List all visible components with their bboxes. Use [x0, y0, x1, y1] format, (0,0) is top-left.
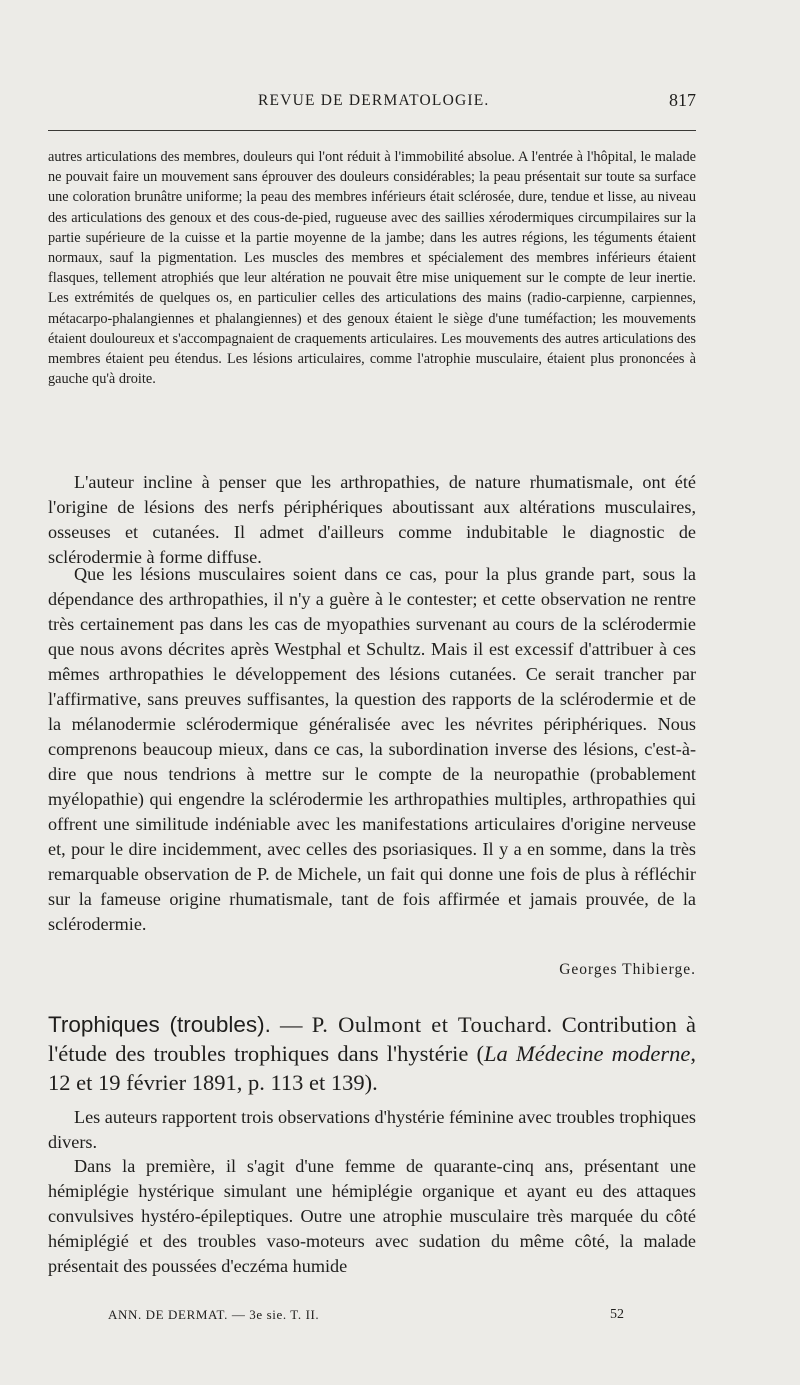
section-heading: Trophiques (troubles). — [48, 1012, 271, 1037]
article-authors: P. Oulmont et Touchard. — [311, 1012, 553, 1037]
commentary-paragraph-2: Que les lésions musculaires soient dans ce cas, pour la plus grande part, sous la dépendance des arthropathies, il n'y a guère à le contester; et cette observation ne rentre très certainement pas dans les cas de myopathies survenant au cours de la sclérodermie que nous avons décrites après Westphal et Schultz. Mais il est excessif d'attribuer à ces mêmes arthropathies le développement des lésions cutanées. Ce serait trancher par l'affirmative, sans preuves suffisantes, la question des rapports de la sclérodermie et de la mélanodermie sclérodermique généralisée avec les névrites périphériques. Nous comprenons beaucoup mieux, dans ce cas, la subordination inverse des lésions, c'est-à-dire que nous tendrions à mettre sur le compte de la neuropathie (probablement myélopathie) qui engendre la sclérodermie les arthropathies multiples, arthropathies qui offrent une similitude indéniable avec les manifestations articulaires d'origine nerveuse et, pour le dire incidemment, avec celles des psoriasiques. Il y a en somme, dans la très remarquable observation de P. de Michele, un fait qui donne une fois de plus à réfléchir sur la fameuse origine rhumatismale, tant de fois affirmée et jamais prouvée, de la sclérodermie. — [48, 564, 696, 934]
heading-dash: — — [270, 1012, 312, 1037]
article-paragraph-2: Dans la première, il s'agit d'une femme de quarante-cinq ans, présentant une hémiplégie hystérique simulant une hémiplégie organique et ayant eu des attaques convulsives hystéro-épileptiques. Outre une atrophie musculaire très marquée du côté hémiplégié et des troubles vaso-moteurs avec sudation du même côté, la malade présentait des poussées d'eczéma humide — [48, 1156, 696, 1276]
journal-title: REVUE DE DERMATOLOGIE. — [258, 92, 490, 109]
article-citation: , 12 et 19 février 1891, p. 113 et 139). — [48, 1041, 697, 1095]
article-heading — [48, 1010, 696, 1097]
running-header — [48, 92, 696, 118]
article-paragraph-1: Les auteurs rapportent trois observations d'hystérie féminine avec troubles trophiques divers. — [48, 1107, 696, 1152]
article-title: Contribution à l'étude des troubles trophiques dans l'hystérie ( — [48, 1012, 697, 1066]
page-number: 817 — [669, 90, 696, 110]
header-rule — [48, 130, 696, 131]
commentary-paragraph-1: L'auteur incline à penser que les arthropathies, de nature rhumatismale, ont été l'origine de lésions des nerfs périphériques aboutissant aux altérations musculaires, osseuses et cutanées. Il admet d'ailleurs comme indubitable le diagnostic de sclérodermie à forme diffuse. — [48, 472, 696, 567]
case-description-paragraph: autres articulations des membres, douleurs qui l'ont réduit à l'immobilité absolue. A l'entrée à l'hôpital, le malade ne pouvait faire un mouvement sans éprouver des douleurs considérables; la peau présentait sur toute sa surface une coloration brunâtre uniforme; la peau des membres inférieurs était sclérosée, dure, tendue et lisse, au niveau des articulations des genoux et des cous-de-pied, rugueuse avec des saillies xérodermiques circumpilaires sur la partie supérieure de la cuisse et la partie moyenne de la jambe; dans les autres régions, les téguments étaient normaux, sauf la pigmentation. Les muscles des membres et spécialement des membres inférieurs étaient flasques, tellement atrophiés que leur altération ne pouvait être mise uniquement sur le compte de leur inertie. Les extrémités de quelques os, en particulier celles des articulations des mains (radio-carpienne, carpiennes, métacarpo-phalangiennes et phalangiennes) et des genoux étaient le siège d'une tuméfaction; les mouvements étaient douloureux et s'accompagnaient de craquements articulaires. Les mouvements des autres articulations des membres étaient peu étendus. Les lésions articulaires, comme l'atrophie musculaire, étaient plus prononcées à gauche qu'à droite. — [48, 149, 696, 388]
footer-citation: ANN. DE DERMAT. — 3e sie. T. II. — [108, 1307, 320, 1322]
page-footer — [48, 1307, 696, 1327]
signature-mark: 52 — [610, 1307, 624, 1322]
journal-name: La Médecine moderne — [484, 1041, 691, 1066]
author-signature: Georges Thibierge. — [559, 961, 696, 978]
